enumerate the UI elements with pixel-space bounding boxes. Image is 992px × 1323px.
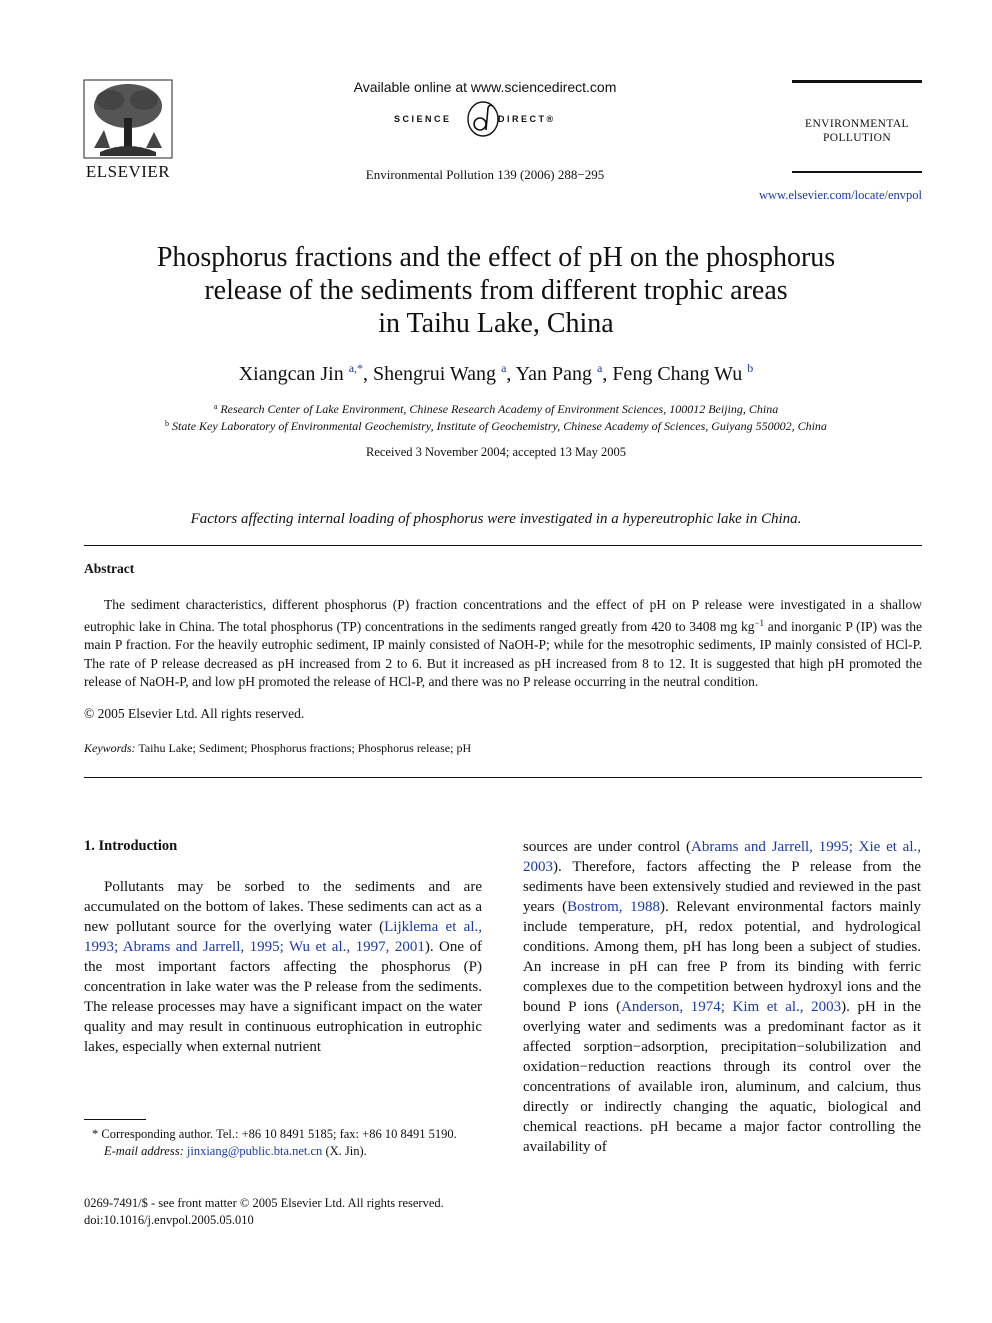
author-separator: ,: [506, 363, 516, 385]
citation-link[interactable]: Lijklema et al., 1993; Abrams and Jarrell, 1995; Wu et al., 1997, 2001: [84, 919, 482, 955]
abstract-text-part1: The sediment characteristics, different phosphorus (P) fraction concentrations and the effect of pH on P release were investigated in a shallow eutrophic lake in China. The total phosphorus (TP) concentrations in the sediments ranged greatly from 420 to 3408 mg kg: [84, 597, 922, 635]
front-matter: [84, 1195, 444, 1228]
sciencedirect-logo[interactable]: [392, 100, 572, 138]
journal-citation: Environmental Pollution 139 (2006) 288−295: [365, 167, 605, 182]
abstract-heading: Abstract: [84, 561, 135, 576]
sciencedirect-right: DIRECT®: [498, 114, 556, 124]
journal-name-line1: ENVIRONMENTAL: [805, 118, 909, 130]
journal-url-link[interactable]: www.elsevier.com/locate/envpol: [758, 188, 922, 202]
unit-exponent: −1: [754, 618, 765, 629]
section-heading-introduction: 1. Introduction: [84, 838, 178, 854]
keywords-list: Taihu Lake; Sediment; Phosphorus fractions; Phosphorus release; pH: [135, 741, 472, 755]
available-online-text[interactable]: Available online at www.sciencedirect.com: [353, 79, 617, 95]
abstract-copyright: © 2005 Elsevier Ltd. All rights reserved.: [84, 706, 305, 721]
sciencedirect-left: SCIENCE: [394, 114, 452, 124]
author-affil-mark[interactable]: a,*: [348, 361, 364, 375]
title-line-3: in Taihu Lake, China: [378, 308, 614, 339]
sciencedirect-d-icon: [466, 100, 500, 138]
body-column-right: [523, 837, 921, 1157]
intro-paragraph-1-cont: [523, 837, 921, 1157]
abstract-bottom-rule: [84, 777, 922, 778]
body-text: ). One of the most important factors affecting the phosphorus (P) concentration in lake water was the P release from the sediments. The release processes may have a significant impact on the water quality and may result in continuous eutrophication in eutrophic lakes, especially when external nutrient: [84, 939, 483, 1055]
article-highlight: Factors affecting internal loading of phosphorus were investigated in a hypereutrophic lake in China.: [190, 511, 802, 527]
title-line-1: Phosphorus fractions and the effect of pH on the phosphorus: [156, 242, 836, 273]
article-title: [90, 241, 902, 340]
footnote: [84, 1126, 482, 1160]
body-text: ). Relevant environmental factors mainly include temperature, pH, redox potential, and hydrological conditions. Among them, pH has long been a subject of studies. An increase in pH can free P from its binding with ferric complexes due to the competition between hydroxyl ions and the bound P ions (: [523, 899, 921, 1015]
body-text: ). Therefore, factors affecting the P release from the sediments have been extensively studied and reviewed in the past years (: [523, 859, 921, 915]
footnote-rule: [84, 1119, 146, 1120]
author-list: [90, 361, 902, 386]
journal-top-rule: [792, 80, 922, 83]
email-suffix: (X. Jin).: [322, 1144, 367, 1158]
email-line: [84, 1143, 482, 1160]
email-label: E-mail address:: [104, 1144, 184, 1158]
elsevier-tree-icon: [80, 78, 176, 162]
body-column-left: [84, 877, 482, 1057]
affiliation-text: State Key Laboratory of Environmental Geochemistry, Institute of Geochemistry, Chinese Academy of Sciences, Guiyang 550002, China: [172, 419, 827, 433]
journal-bottom-rule: [792, 171, 922, 173]
email-link[interactable]: jinxiang@public.bta.net.cn: [186, 1144, 323, 1158]
author-affil-mark[interactable]: a: [501, 361, 507, 375]
body-text: Pollutants may be sorbed to the sediments and are accumulated on the bottom of lakes. These sediments can act as a new pollutant source for the overlying water (: [84, 879, 482, 935]
author-name[interactable]: Yan Pang: [515, 363, 592, 385]
abstract-top-rule: [84, 545, 922, 546]
affiliation-a: [90, 402, 902, 417]
received-dates: Received 3 November 2004; accepted 13 May 2005: [366, 445, 626, 459]
title-line-2: release of the sediments from different trophic areas: [204, 275, 788, 306]
elsevier-logo: [80, 78, 176, 182]
intro-paragraph-1: [84, 877, 482, 1057]
citation-link[interactable]: Anderson, 1974; Kim et al., 2003: [621, 999, 842, 1015]
journal-name-line2: POLLUTION: [822, 132, 892, 144]
issn-line: 0269-7491/$ - see front matter © 2005 Elsevier Ltd. All rights reserved.: [84, 1196, 444, 1210]
abstract-text: [84, 596, 922, 691]
citation-link[interactable]: Bostrom, 1988: [567, 899, 660, 915]
affiliation-mark: b: [165, 419, 170, 428]
keywords-label: Keywords:: [84, 741, 136, 755]
body-text: sources are under control (: [523, 839, 692, 855]
author-name[interactable]: Shengrui Wang: [373, 363, 497, 385]
author-name[interactable]: Xiangcan Jin: [238, 363, 344, 385]
author-separator: ,: [363, 363, 374, 385]
abstract-text-part2: and inorganic P (IP) was the main P fraction. For the heavily eutrophic sediment, IP mainly consisted of NaOH-P; while for the mesotrophic sediments, IP mainly consisted of HCl-P. The rate of P release decreased as pH increased from 2 to 6. But it increased as pH increased from 8 to 12. It is suggested that high pH promoted the release of NaOH-P, and low pH promoted the release of HCl-P, and there was no P release occurring in the neutral condition.: [84, 619, 922, 689]
author-affil-mark[interactable]: a: [596, 361, 603, 375]
affiliation-b: [90, 419, 902, 434]
author-affil-mark[interactable]: b: [747, 361, 754, 375]
body-text: ). pH in the overlying water and sediments was a predominant factor as it affected sorption−adsorption, precipitation−solubilization and oxidation−reduction reactions through its control over the concentrations of available iron, aluminum, and calcium, thus directly or indirectly changing the aquatic, biological and chemical reactions. pH became a major factor controlling the availability of: [523, 999, 921, 1155]
journal-name: [792, 117, 922, 145]
citation-link[interactable]: Abrams and Jarrell, 1995; Xie et al., 2003: [523, 839, 921, 875]
doi-line[interactable]: doi:10.1016/j.envpol.2005.05.010: [84, 1212, 254, 1227]
publisher-name: ELSEVIER: [85, 162, 171, 181]
affiliation-mark: a: [213, 402, 218, 411]
keywords: [84, 741, 471, 756]
affiliation-text: Research Center of Lake Environment, Chinese Research Academy of Environment Sciences, 100012 Beijing, China: [220, 402, 779, 416]
author-separator: ,: [602, 363, 613, 385]
corresponding-author-note: * Corresponding author. Tel.: +86 10 8491 5185; fax: +86 10 8491 5190.: [92, 1127, 457, 1141]
author-name[interactable]: Feng Chang Wu: [612, 363, 743, 385]
